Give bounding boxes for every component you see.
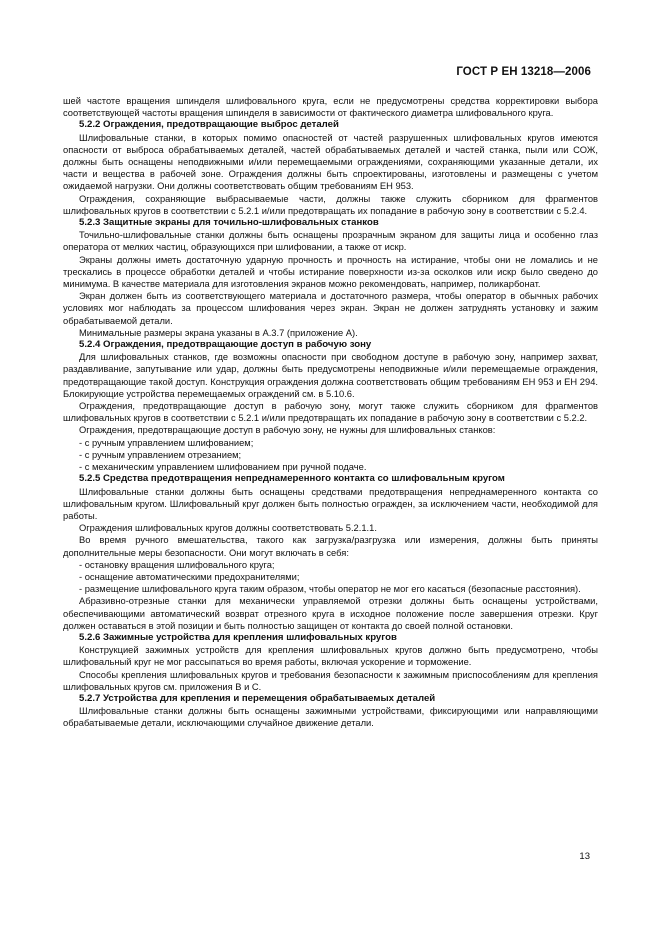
paragraph: Ограждения, предотвращающие доступ в рабочую зону, не нужны для шлифовальных станков: [79, 425, 496, 436]
section-heading: 5.2.3 Защитные экраны для точильно-шлифовальных станков [79, 217, 379, 229]
section-heading: 5.2.2 Ограждения, предотвращающие выброс деталей [79, 119, 339, 131]
paragraph: Абразивно-отрезные станки для механически управляемой отрезки должны быть оснащены устройствами, обеспечивающими автоматический возврат отрезного круга в исходное положение после завершения отрезки. Круг должен оставаться в этой позиции и быть полностью защищен от контакта до своей полной остановки. [63, 596, 598, 631]
document-body [63, 95, 598, 730]
paragraph: - с ручным управлением отрезанием; [79, 449, 242, 460]
paragraph: Ограждения, сохраняющие выбрасываемые части, должны также служить сборником для фрагментов шлифовальных кругов в соответствии с 5.2.1 и/или предотвращать их попадание в рабочую зону в соответствии с 5.2.4. [63, 193, 598, 216]
paragraph: Точильно-шлифовальные станки должны быть оснащены прозрачным экраном для защиты лица и особенно глаз оператора от мелких частиц, образующихся при шлифовании, а также от искр. [63, 230, 598, 253]
paragraph: Шлифовальные станки должны быть оснащены зажимными устройствами, фиксирующими или направляющими обрабатываемые детали, исключающими случайное движение детали. [63, 706, 598, 729]
section-heading: 5.2.6 Зажимные устройства для крепления шлифовальных кругов [79, 631, 397, 643]
paragraph: Шлифовальные станки должны быть оснащены средствами предотвращения непреднамеренного контакта со шлифовальным кругом. Шлифовальный круг должен быть полностью огражден, за исключением части, необходимой для работы. [63, 486, 598, 521]
section-heading: 5.2.4 Ограждения, предотвращающие доступ в рабочую зону [79, 339, 372, 351]
paragraph: шей частоте вращения шпинделя шлифовального круга, если не предусмотрены средства корректировки выбора соответствующей частоты вращения шпинделя в зависимости от фактического диаметра шлифовального круга. [63, 96, 598, 119]
section-heading: 5.2.5 Средства предотвращения непреднамеренного контакта со шлифовальным кругом [79, 473, 505, 485]
document-header: ГОСТ Р ЕН 13218—2006 [456, 66, 591, 78]
section-heading: 5.2.7 Устройства для крепления и перемещения обрабатываемых деталей [79, 692, 436, 704]
paragraph: Шлифовальные станки, в которых помимо опасностей от частей разрушенных шлифовальных кругов имеются опасности от выброса обрабатываемых деталей, частей обрабатываемых деталей и частей станка, пыли или СОЖ, должны быть оснащены неподвижными и/или перемещаемыми ограждениями, сохраняющими указанные детали, их части и вещества в рабочей зоне. Ограждения должны быть спроектированы, изготовлены и размещены с учетом ожидаемой нагрузки. Они должны соответствовать общим требованиям ЕН 953. [63, 132, 598, 192]
paragraph: Конструкцией зажимных устройств для крепления шлифовальных кругов должно быть предусмотрено, чтобы шлифовальный круг не мог рассыпаться во время работы, включая ускорение и торможение. [63, 645, 598, 668]
paragraph: - остановку вращения шлифовального круга; [79, 559, 275, 570]
paragraph: Способы крепления шлифовальных кругов и требования безопасности к зажимным приспособлениям для крепления шлифовальных кругов см. приложения В и С. [63, 669, 598, 692]
paragraph: Экран должен быть из соответствующего материала и достаточного размера, чтобы оператор в обычных рабочих условиях мог наблюдать за процессом шлифования через экран. Экран не должен затруднять установку и зажим обрабатываемой детали. [63, 291, 598, 326]
paragraph: Во время ручного вмешательства, такого как загрузка/разгрузка или измерения, должны быть приняты дополнительные меры безопасности. Они могут включать в себя: [63, 535, 598, 558]
paragraph: Ограждения, предотвращающие доступ в рабочую зону, могут также служить сборником для фрагментов шлифовальных кругов в соответствии с 5.2.1 и/или предотвращать их попадание в рабочую зону в соответствии с 5.2.2. [63, 401, 598, 424]
paragraph: Экраны должны иметь достаточную ударную прочность и прочность на истирание, чтобы они не ломались и не трескались в процессе обработки деталей и чтобы истирание поверхности из-за осколков или искр было сведено до минимума. В качестве материала для изготовления экранов можно рекомендовать, например, поликарбонат. [63, 254, 598, 290]
paragraph: Ограждения шлифовальных кругов должны соответствовать 5.2.1.1. [79, 523, 377, 534]
page-number: 13 [579, 851, 590, 862]
paragraph: - оснащение автоматическими предохранителями; [79, 571, 300, 582]
paragraph: - с механическим управлением шлифованием при ручной подаче. [79, 462, 367, 473]
paragraph: - размещение шлифовального круга таким образом, чтобы оператор не мог его касаться (безопасные расстояния). [79, 584, 581, 595]
paragraph: - с ручным управлением шлифованием; [79, 437, 254, 448]
paragraph: Минимальные размеры экрана указаны в А.3.7 (приложение А). [79, 327, 358, 338]
paragraph: Для шлифовальных станков, где возможны опасности при свободном доступе в рабочую зону, например захват, раздавливание, запутывание или удар, должны быть предусмотрены неподвижные и/или перемещаемые ограждения, предотвращающие такой доступ. Конструкция ограждения должна соответствовать общим требованиям ЕН 953 и ЕН 294. Блокирующие устройства перемещаемых ограждений см. в 5.10.6. [63, 352, 598, 399]
